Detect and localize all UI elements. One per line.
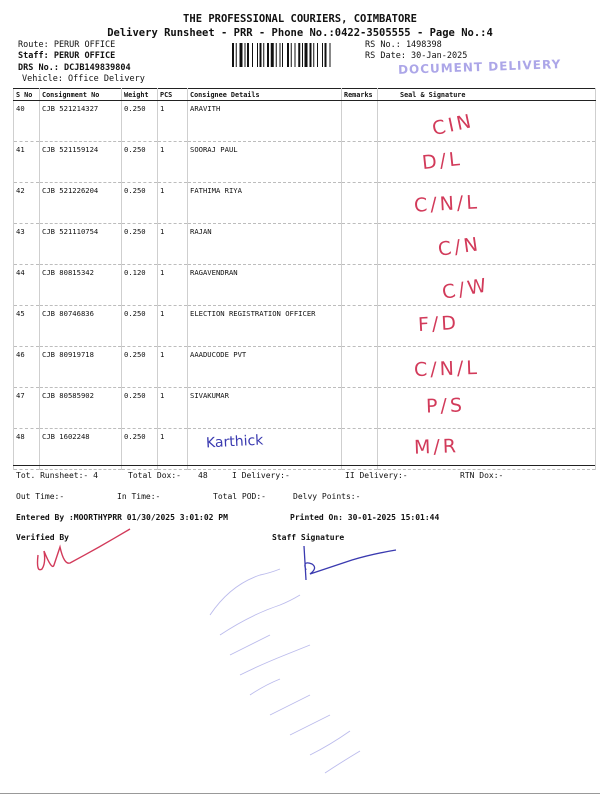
table-header-row bbox=[14, 89, 596, 101]
cell-sno: 48 bbox=[14, 429, 40, 470]
cell-pcs: 1 bbox=[158, 306, 188, 347]
cell-sno: 44 bbox=[14, 265, 40, 306]
table-row bbox=[14, 388, 596, 429]
document-delivery-stamp: DOCUMENT DELIVERY bbox=[397, 57, 562, 77]
cell-consignment-no: CJB 80585902 bbox=[40, 388, 122, 429]
cell-weight: 0.250 bbox=[122, 224, 158, 265]
cell-pcs: 1 bbox=[158, 347, 188, 388]
cell-consignee: AAADUCODE PVT bbox=[188, 347, 342, 388]
i-delivery: I Delivery:- bbox=[232, 471, 290, 480]
cell-sno: 40 bbox=[14, 101, 40, 142]
cell-sno: 46 bbox=[14, 347, 40, 388]
cell-remarks bbox=[342, 388, 378, 429]
table-row bbox=[14, 224, 596, 265]
cell-seal-signature bbox=[378, 183, 596, 224]
verified-by-label: Verified By bbox=[16, 533, 69, 542]
cell-pcs: 1 bbox=[158, 265, 188, 306]
rs-date: RS Date: 30-Jan-2025 bbox=[365, 51, 468, 61]
cell-consignment-no: CJB 1602248 bbox=[40, 429, 122, 470]
rs-number: RS No.: 1498398 bbox=[365, 40, 442, 50]
cell-sno: 43 bbox=[14, 224, 40, 265]
cell-sno: 45 bbox=[14, 306, 40, 347]
tot-runsheet: Tot. Runsheet:- 4 bbox=[16, 471, 98, 480]
cell-remarks bbox=[342, 347, 378, 388]
cell-consignment-no: CJB 521226204 bbox=[40, 183, 122, 224]
cell-consignee: SOORAJ PAUL bbox=[188, 142, 342, 183]
entered-by: Entered By :MOORTHYPRR 01/30/2025 3:01:02 PM bbox=[16, 513, 228, 522]
cell-weight: 0.250 bbox=[122, 388, 158, 429]
delvy-points: Delvy Points:- bbox=[293, 492, 361, 501]
handwritten-consignee-name: Karthick bbox=[205, 432, 264, 452]
cell-seal-signature bbox=[378, 429, 596, 470]
rtn-dox: RTN Dox:- bbox=[460, 471, 504, 480]
cell-weight: 0.120 bbox=[122, 265, 158, 306]
page-bottom-edge bbox=[0, 793, 600, 794]
ii-delivery: II Delivery:- bbox=[345, 471, 408, 480]
cell-remarks bbox=[342, 306, 378, 347]
staff-label: Staff: PERUR OFFICE bbox=[18, 51, 116, 61]
cell-pcs: 1 bbox=[158, 388, 188, 429]
out-time: Out Time:- bbox=[16, 492, 65, 501]
cell-weight: 0.250 bbox=[122, 142, 158, 183]
cell-consignee: SIVAKUMAR bbox=[188, 388, 342, 429]
cell-seal-signature bbox=[378, 142, 596, 183]
cell-remarks bbox=[342, 101, 378, 142]
cell-consignment-no: CJB 80815342 bbox=[40, 265, 122, 306]
handwritten-mark: C/N/L bbox=[413, 356, 481, 382]
col-weight: Weight bbox=[122, 89, 158, 101]
cell-consignee: ARAVITH bbox=[188, 101, 342, 142]
cell-consignee: FATHIMA RIYA bbox=[188, 183, 342, 224]
company-title: THE PROFESSIONAL COURIERS, COIMBATORE bbox=[183, 13, 417, 25]
footer-divider bbox=[13, 465, 595, 466]
table-row bbox=[14, 429, 596, 470]
cell-consignment-no: CJB 521110754 bbox=[40, 224, 122, 265]
cell-remarks bbox=[342, 429, 378, 470]
col-sno: S No bbox=[14, 89, 40, 101]
faint-scribble bbox=[190, 555, 390, 785]
total-dox-value: 48 bbox=[198, 471, 208, 480]
cell-sno: 47 bbox=[14, 388, 40, 429]
cell-consignee: RAJAN bbox=[188, 224, 342, 265]
table-row bbox=[14, 183, 596, 224]
cell-remarks bbox=[342, 183, 378, 224]
staff-signature-label: Staff Signature bbox=[272, 533, 345, 542]
cell-weight: 0.250 bbox=[122, 306, 158, 347]
printed-on: Printed On: 30-01-2025 15:01:44 bbox=[290, 513, 440, 522]
verified-by-signature bbox=[30, 525, 140, 580]
barcode bbox=[232, 43, 360, 67]
handwritten-mark: C/N bbox=[436, 233, 483, 261]
col-pcs: PCS bbox=[158, 89, 188, 101]
cell-remarks bbox=[342, 224, 378, 265]
runsheet-subtitle: Delivery Runsheet - PRR - Phone No.:0422-3505555 - Page No.:4 bbox=[107, 27, 493, 39]
cell-sno: 42 bbox=[14, 183, 40, 224]
cell-weight: 0.250 bbox=[122, 101, 158, 142]
total-pod: Total POD:- bbox=[213, 492, 266, 501]
cell-pcs: 1 bbox=[158, 101, 188, 142]
cell-seal-signature bbox=[378, 347, 596, 388]
cell-remarks bbox=[342, 265, 378, 306]
table-row bbox=[14, 347, 596, 388]
cell-consignment-no: CJB 521214327 bbox=[40, 101, 122, 142]
table-row bbox=[14, 306, 596, 347]
handwritten-mark: M/R bbox=[413, 435, 460, 459]
table-row bbox=[14, 142, 596, 183]
cell-consignee: ELECTION REGISTRATION OFFICER bbox=[188, 306, 342, 347]
in-time: In Time:- bbox=[117, 492, 161, 501]
cell-remarks bbox=[342, 142, 378, 183]
cell-weight: 0.250 bbox=[122, 429, 158, 470]
cell-consignment-no: CJB 521159124 bbox=[40, 142, 122, 183]
handwritten-mark: CIN bbox=[430, 109, 476, 141]
drs-number: DRS No.: DCJB149839804 bbox=[18, 63, 131, 73]
handwritten-mark: F/D bbox=[417, 311, 460, 337]
cell-pcs: 1 bbox=[158, 224, 188, 265]
cell-pcs: 1 bbox=[158, 142, 188, 183]
runsheet-table bbox=[13, 88, 596, 470]
col-consignment-no: Consignment No bbox=[40, 89, 122, 101]
col-seal-signature: Seal & Signature bbox=[378, 89, 596, 101]
cell-pcs: 1 bbox=[158, 429, 188, 470]
cell-consignment-no: CJB 80919718 bbox=[40, 347, 122, 388]
cell-pcs: 1 bbox=[158, 183, 188, 224]
cell-consignee: RAGAVENDRAN bbox=[188, 265, 342, 306]
handwritten-mark: D/L bbox=[420, 147, 464, 175]
total-dox-label: Total Dox:- bbox=[128, 471, 181, 480]
cell-seal-signature bbox=[378, 101, 596, 142]
handwritten-mark: P/S bbox=[425, 394, 466, 418]
table-row bbox=[14, 101, 596, 142]
cell-consignment-no: CJB 80746836 bbox=[40, 306, 122, 347]
route-label: Route: PERUR OFFICE bbox=[18, 40, 116, 50]
vehicle-label: Vehicle: Office Delivery bbox=[22, 74, 145, 84]
cell-seal-signature bbox=[378, 306, 596, 347]
cell-weight: 0.250 bbox=[122, 183, 158, 224]
cell-weight: 0.250 bbox=[122, 347, 158, 388]
cell-sno: 41 bbox=[14, 142, 40, 183]
handwritten-mark: C/W bbox=[440, 274, 492, 304]
cell-seal-signature bbox=[378, 224, 596, 265]
cell-seal-signature bbox=[378, 388, 596, 429]
col-consignee-details: Consignee Details bbox=[188, 89, 342, 101]
table-row bbox=[14, 265, 596, 306]
handwritten-mark: C/N/L bbox=[413, 191, 481, 217]
col-remarks: Remarks bbox=[342, 89, 378, 101]
